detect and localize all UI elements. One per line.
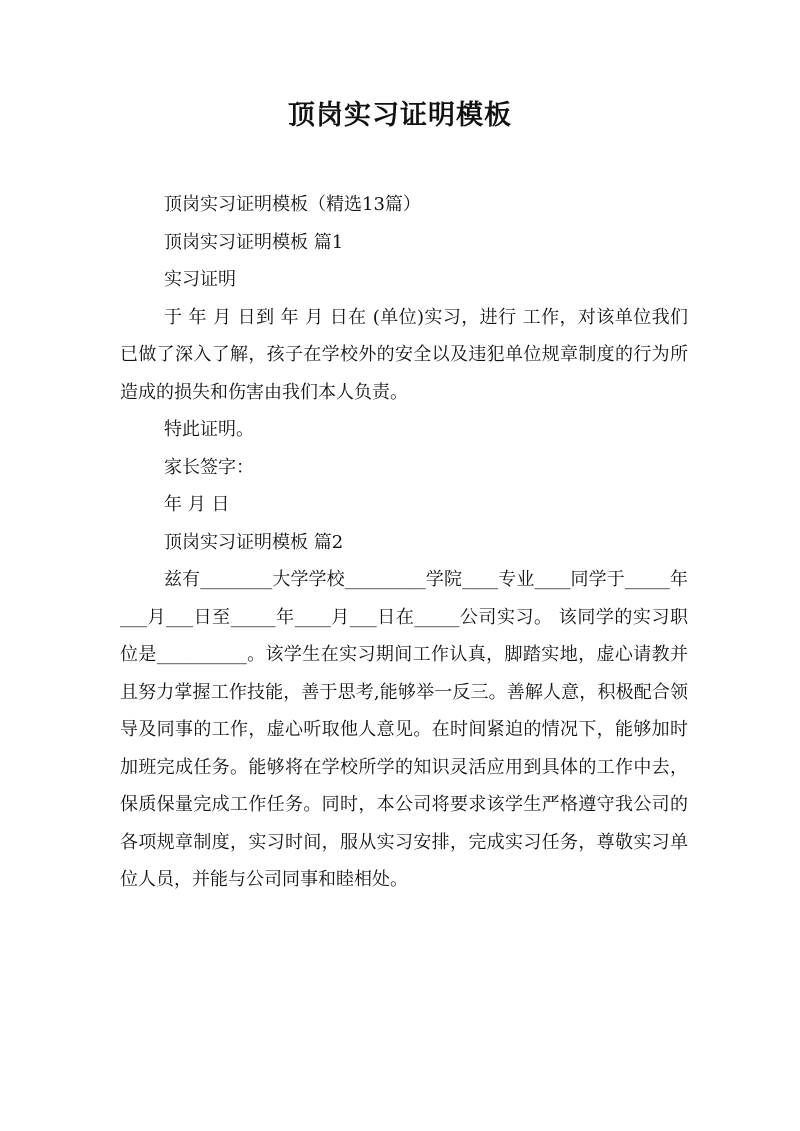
section-heading-2: 顶岗实习证明模板 篇2 xyxy=(164,531,344,553)
parent-signature-line: 家长签字： xyxy=(164,456,254,478)
subtitle-paragraph: 顶岗实习证明模板（精选13篇） xyxy=(164,194,421,215)
body-paragraph: 于 年 月 日到 年 月 日在 (单位)实习，进行 工作，对该单位我们已做了深入了解，孩子在学校外的安全以及违犯单位规章制度的行为所造成的损失和伤害由我们本人负责。 xyxy=(120,306,688,403)
document-body xyxy=(120,186,688,899)
document-title: 顶岗实习证明模板 xyxy=(288,100,512,131)
body-paragraph: 兹有________大学学校_________学院____专业____同学于_____年___月___日至_____年____月___日在_____公司实习。 该同学的实习职位是__________。该学生在实习期间工作认真，脚踏实地，虚心请教并且努力掌握工作技能，善于思考,能够举一反三。善解人意，积极配合领导及同事的工作，虚心听取他人意见。在时间紧迫的情况下，能够加时加班完成任务。能够将在学校所学的知识灵活应用到具体的工作中去，保质保量完成工作任务。同时，本公司将要求该学生严格遵守我公司的各项规章制度，实习时间，服从实习安排，完成实习任务，尊敬实习单位人员，并能与公司同事和睦相处。 xyxy=(120,569,688,890)
certificate-heading: 实习证明 xyxy=(164,269,236,290)
certification-statement: 特此证明。 xyxy=(164,419,254,440)
date-line: 年 月 日 xyxy=(164,494,230,515)
section-heading-1: 顶岗实习证明模板 篇1 xyxy=(164,231,344,253)
